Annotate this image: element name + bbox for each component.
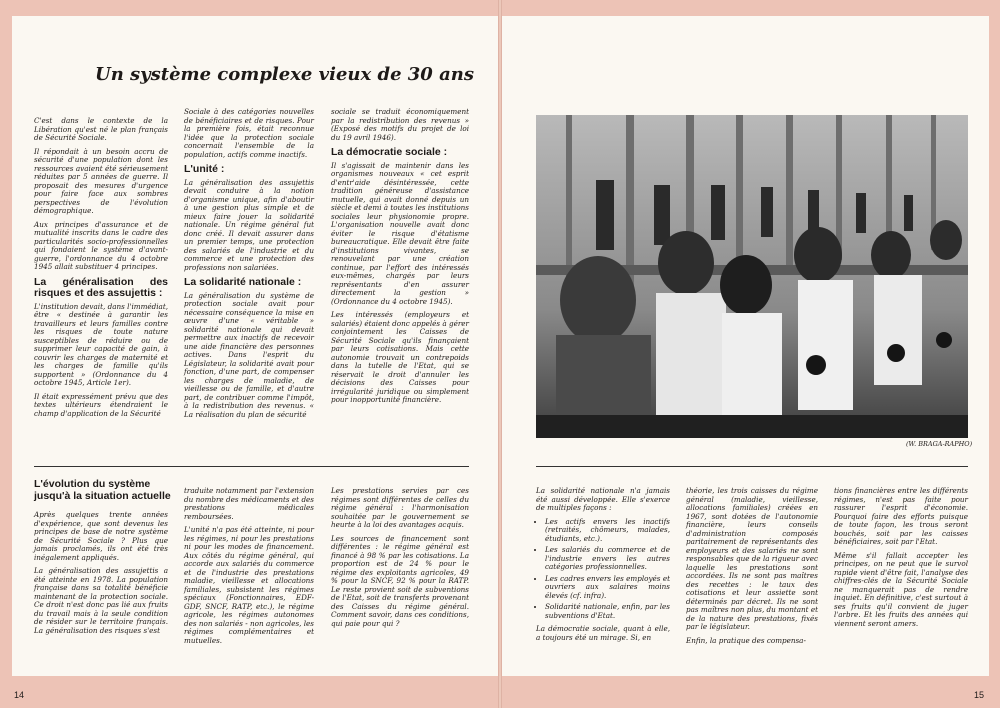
photo-credit: (W. BRAGA-RAPHO) [906,440,973,448]
paragraph: L'institution devait, dans l'immédiat, être « destinée à garantir les travailleurs et leurs familles contre les risques de toute nature susceptibles de réduire ou de supprimer leur capacité de gain, à couvrir les charges de maternité et les charges de famille qu'ils supportent » (Ordonnance du 4 octobre 1945, Article 1er). [34,301,168,387]
section2-column-1 [34,511,168,640]
article-title: Un système complexe vieux de 30 ans [95,64,474,85]
solidarity-list [536,518,670,621]
section2-column-3 [331,487,469,633]
section2-column-6 [834,487,968,633]
section2-column-2 [184,487,314,650]
heading-solidarite: La solidarité nationale : [184,276,302,288]
list-item: • Les cadres envers les employés et ouvriers aux salaires moins élevés (cf. infra). [545,575,670,601]
paragraph: La généralisation des assujettis a été atteinte en 1978. La population française dans sa totalité bénéficie maintenant de la protection sociale. Ce droit n'est donc pas lié aux fruits du travail mais à la seule condition de résider sur le territoire français. La généralisation des risques s'est [34,566,168,635]
section1-column-2 [184,108,314,424]
section2-column-4 [536,487,670,647]
paragraph: Enfin, la pratique des compensa- [686,635,806,645]
list-item: • Solidarité nationale, enfin, par les subventions d'Etat. [545,603,670,620]
paragraph: La généralisation des assujettis devait conduire à la notion d'organisme unique, afin d'aboutir à une gestion plus simple et de mieux faire jouer la solidarité nationale. Un régime général fut donc créé. Il devait assurer dans un premier temps, une protection des salariés de l'industrie et du commerce et une protection des professions non salariées. [184,177,314,272]
paragraph: Il était expressément prévu que des textes ultérieurs étendraient le champ d'application de la Sécurité [34,391,168,418]
page-number-right: 15 [974,690,985,700]
paragraph: Sociale à des catégories nouvelles de bénéficiaires et de risques. Pour la première fois, était reconnue l'idée que la protection sociale concernait l'ensemble de la population, actifs comme inactifs. [184,107,314,159]
list-item: • Les salariés du commerce et de l'industrie envers les autres catégories professionnelles. [545,546,670,572]
paragraph: théorie, les trois caisses du régime général (maladie, vieillesse, allocations familiales) créées en 1967, sont dotées de l'autonomie financière, leurs conseils d'administration composés paritairement de représentants des employeurs et des salariés ne sont responsables que de la rigueur avec laquelle les prestations sont accordées. Ils ne sont pas maîtres des recettes : le taux des cotisations et leur assiette sont déterminés par décret. Ils ne sont pas maîtres non plus, du montant et de la nature des prestations, fixés par le législateur. [686,486,819,631]
paragraph: La généralisation du système de protection sociale avait pour nécessaire conséquence la mise en œuvre d'une « véritable » solidarité nationale qui devait permettre aux inactifs de recevoir une aide financière des personnes actives. Dans l'esprit du Législateur, la solidarité avait pour fonction, d'une part, de compenser les charges de maladie, de vieillesse ou de famille, et d'autre part, de contribuer comme l'impôt, à la redistribution des revenus. « La réalisation du plan de sécurité [184,290,314,419]
paragraph: sociale se traduit économiquement par la redistribution des revenus » (Exposé des motifs du projet de loi du 19 avril 1946). [331,107,469,142]
paragraph: traduite notamment par l'extension du nombre des médicaments et des prestations médicales remboursées. [184,486,314,521]
photo-factory-workers [536,115,968,438]
section1-column-1 [34,117,168,423]
page-number-left: 14 [14,690,25,700]
heading-democratie: La démocratie sociale : [331,146,448,158]
paragraph: Les intéressés (employeurs et salariés) étaient donc appelés à gérer conjointement les Caisses de Sécurité Sociale qu'ils finançaient par leurs cotisations. Mais cette autonomie trouvait un contrepoids dans la tutelle de l'Etat, qui se réservait le droit d'annuler les décisions des Caisses pour irrégularité juridique ou simplement pour inopportunité financière. [331,310,469,404]
paragraph: Il répondait à un besoin accru de sécurité d'une population dont les ressources avaient été sérieusement réduites par 5 années de guerre. Il proposait des mesures d'urgence pour faire face aux sombres perspectives de l'évolution démographique. [34,146,168,215]
section1-column-3 [331,108,469,410]
paragraph: Même s'il fallait accepter les principes, on ne peut que le survol rapide vient d'être fait, l'analyse des chiffres-clés de la Sécurité Sociale ne manquerait pas de rendre inquiet. En définitive, c'est surtout à ses fruits qu'il convient de juger l'arbre. Et les fruits des années qui viennent seront amers. [834,550,968,628]
section2-column-5 [686,487,818,650]
list-item: • Les actifs envers les inactifs (retraités, chômeurs, malades, étudiants, etc.). [545,518,670,544]
section-divider-right [536,466,968,467]
paragraph: La solidarité nationale n'a jamais été aussi développée. Elle s'exerce de multiples façons : [536,486,670,512]
photo-image [536,115,968,438]
paragraph: Les sources de financement sont différentes : le régime général est financé à 98 % par les cotisations. La proportion est de 24 % pour le régime des exploitants agricoles, 49 % pour la SNCF, 92 % pour la RATP. Le reste provient soit de subventions de l'Etat, soit de transferts provenant des Caisses du régime général. Comment savoir, dans ces conditions, qui paie pour qui ? [331,533,469,628]
paragraph: Il s'agissait de maintenir dans les organismes nouveaux « cet esprit d'entr'aide désintéressée, cette tradition généreuse d'assistance mutuelle, qui avait donné depuis un siècle et demi à toutes les institutions sociales leur physionomie propre. L'organisation nouvelle avait donc éviter le risque d'étatisme bureaucratique. Elle devait être faite d'institutions vivantes, se renouvelant par une création continue, par l'effort des intéressés eux-mêmes, chargés par leurs représentants d'en assurer directement la gestion » (Ordonnance du 4 octobre 1945). [331,160,469,306]
heading-unite: L'unité : [184,163,225,175]
section-divider-left [34,466,469,467]
heading-generalisation: La généralisation des risques et des assujettis : [34,275,168,299]
section2-heading: L'évolution du système jusqu'à la situation actuelle [34,478,171,502]
paragraph: La démocratie sociale, quant à elle, a toujours été un mirage. Si, en [536,624,670,642]
paragraph: L'unité n'a pas été atteinte, ni pour les régimes, ni pour les prestations ni pour les modes de financement. Aux côtés du régime général, qui accorde aux salariés du commerce et de l'industrie des prestations maladie, vieillesse et allocations familiales, subsistent les régimes spéciaux (Fonctionnaires, EDF-GDF, SNCF, RATP, etc.), le régime agricole, les régimes autonomes des non salariés - non agricoles, les régimes complémentaires et mutuelles. [184,525,314,645]
paragraph: Aux principes d'assurance et de mutualité inscrits dans le cadre des particularités socio-professionnelles qui fondaient le système d'avant-guerre, l'ordonnance du 4 octobre 1945 allait substituer 4 principes. [34,219,168,271]
paragraph: C'est dans le contexte de la Libération qu'est né le plan français de Sécurité Sociale. [34,116,168,142]
paragraph: tions financières entre les différents régimes, n'est pas faite pour rassurer l'esprit d'économie. Pourquoi faire des efforts puisque de toute façon, les trous seront bouchés, soit par les caisses bénéficiaires, soit par l'Etat. [834,486,968,546]
paragraph: Après quelques trente années d'expérience, que sont devenus les principes de base de notre système de Sécurité Sociale ? Plus que jamais proclamés, ils ont été très inégalement appliqués. [34,510,168,562]
paragraph: Les prestations servies par ces régimes sont différentes de celles du régime général : l'harmonisation souhaitée par le gouvernement se heurte à la loi des avantages acquis. [331,486,469,529]
